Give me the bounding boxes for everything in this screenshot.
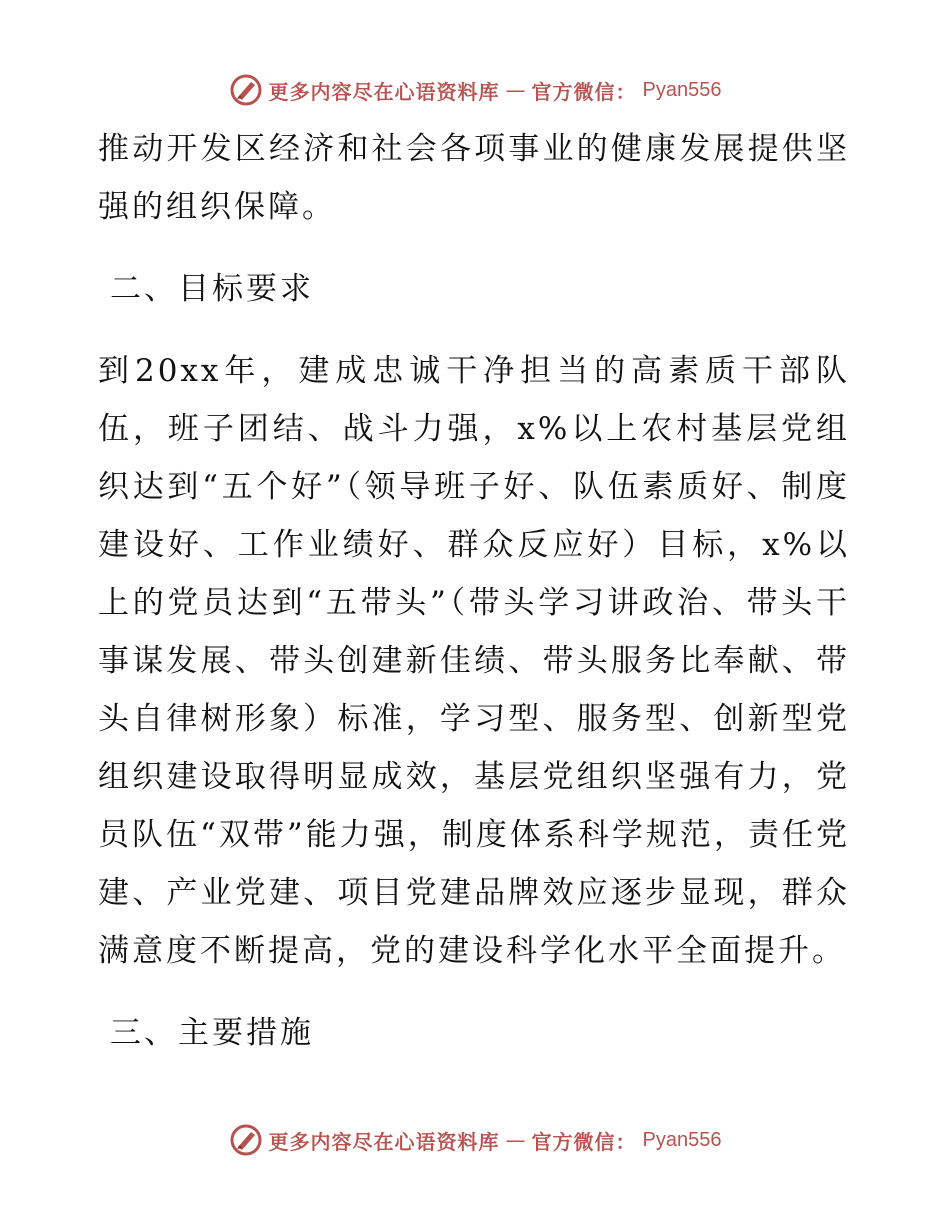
header-watermark [0, 70, 950, 110]
watermark-id: Pyan556 [642, 1128, 722, 1151]
watermark-text: 更多内容尽在心语资料库 [268, 1129, 500, 1154]
spacer [98, 318, 850, 342]
spacer [98, 236, 850, 260]
watermark-label: 官方微信： [531, 1129, 637, 1154]
watermark-separator: — [505, 78, 526, 102]
watermark-text: 更多内容尽在心语资料库 [268, 79, 500, 104]
paragraph-intro: 推动开发区经济和社会各项事业的健康发展提供坚强的组织保障。 [98, 131, 850, 225]
footer-watermark [0, 1120, 950, 1160]
spacer [98, 980, 850, 1004]
document-body [98, 120, 850, 1062]
watermark-id: Pyan556 [642, 78, 722, 101]
watermark-separator: — [505, 1128, 526, 1152]
paragraph-goals: 到20xx年，建成忠诚干净担当的高素质干部队伍，班子团结、战斗力强，x%以上农村基层党组织达到“五个好”（领导班子好、队伍素质好、制度建设好、工作业绩好、群众反应好）目标，x%以上的党员达到“五带头”（带头学习讲政治、带头干事谋发展、带头创建新佳绩、带头服务比奉献、带头自律树形象）标准，学习型、服务型、创新型党组织建设取得明显成效，基层党组织坚强有力，党员队伍“双带”能力强，制度体系科学规范，责任党建、产业党建、项目党建品牌效应逐步显现，群众满意度不断提高，党的建设科学化水平全面提升。 [98, 353, 850, 969]
pen-logo-icon [229, 73, 263, 107]
section-heading-goals: 二、目标要求 [110, 271, 314, 307]
pen-logo-icon [229, 1123, 263, 1157]
watermark-label: 官方微信： [531, 79, 637, 104]
section-heading-measures: 三、主要措施 [110, 1015, 314, 1051]
